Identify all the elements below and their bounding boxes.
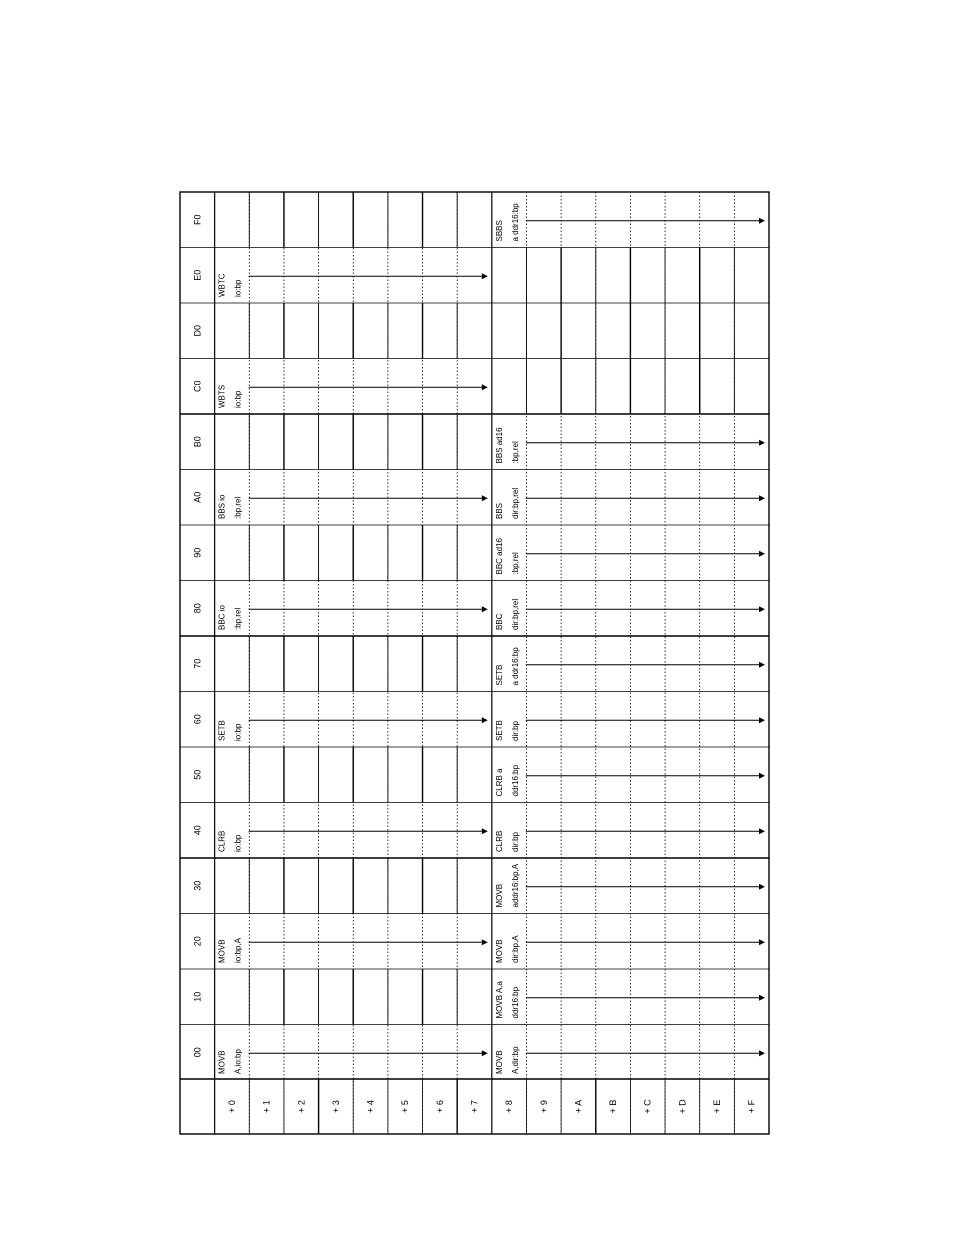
table-border — [180, 192, 769, 1134]
arrowhead-icon — [759, 773, 765, 779]
column-header-label: + B — [608, 1099, 619, 1114]
mnemonic-text: WBTS — [217, 384, 227, 408]
mnemonic-text: CLRB — [494, 830, 504, 852]
instruction-entry — [495, 203, 765, 242]
operand-text: addr16:bp,A — [510, 863, 520, 908]
arrowhead-icon — [482, 384, 488, 390]
column-header-label: + 4 — [365, 1100, 376, 1113]
mnemonic-text: SBBS — [494, 220, 504, 242]
mnemonic-text: CLRB — [217, 830, 227, 852]
operand-text: dir:bp,rel — [510, 487, 520, 519]
mnemonic-text: BBS — [494, 502, 504, 519]
operand-text: dir:bp,A — [510, 935, 520, 963]
operand-text: :bp,rel — [233, 607, 243, 630]
instruction-entry — [218, 717, 488, 741]
arrowhead-icon — [759, 551, 765, 557]
instruction-entry — [495, 981, 765, 1019]
mnemonic-text: MOVB — [217, 939, 227, 963]
instruction-entry — [495, 1046, 765, 1074]
column-header-label: + 2 — [296, 1100, 307, 1113]
mnemonic-text: MOVB A,a — [494, 981, 504, 1019]
row-header-label: 10 — [192, 991, 203, 1002]
instruction-entry — [495, 717, 765, 741]
operand-text: io:bp — [233, 279, 243, 297]
mnemonic-text: BBC ad16 — [494, 538, 504, 575]
instruction-entry — [218, 605, 488, 630]
mnemonic-text: MOVB — [217, 1050, 227, 1074]
mnemonic-text: MOVB — [494, 883, 504, 908]
mnemonic-text: MOVB — [494, 939, 504, 963]
row-header-label: 40 — [192, 825, 203, 836]
arrowhead-icon — [759, 939, 765, 945]
operand-text: dir:bp,rel — [510, 598, 520, 630]
instruction-entry — [495, 935, 765, 963]
column-header-label: + E — [712, 1099, 723, 1114]
column-header-label: + D — [677, 1099, 688, 1114]
instruction-entry — [218, 937, 488, 963]
instruction-entry — [495, 863, 765, 907]
arrowhead-icon — [759, 662, 765, 668]
arrowhead-icon — [759, 218, 765, 224]
column-header-label: + 3 — [330, 1100, 341, 1113]
operand-text: :bp,rel — [233, 496, 243, 519]
instruction-entry — [218, 1049, 488, 1074]
arrowhead-icon — [759, 884, 765, 890]
row-header-label: 00 — [192, 1047, 203, 1058]
column-header-label: + A — [573, 1099, 584, 1114]
row-header-label: 80 — [192, 603, 203, 614]
operand-text: dir:bp — [510, 720, 520, 741]
arrowhead-icon — [482, 495, 488, 501]
mnemonic-text: CLRB a — [494, 768, 504, 797]
instruction-entry — [495, 599, 765, 630]
row-header-label: C0 — [192, 380, 203, 393]
mnemonic-text: SETB — [217, 720, 227, 741]
mnemonic-text: MOVB — [494, 1050, 504, 1074]
arrowhead-icon — [759, 1050, 765, 1056]
column-header-label: + F — [746, 1099, 757, 1114]
mnemonic-text: SETB — [494, 720, 504, 741]
instruction-entry — [218, 273, 488, 297]
instruction-entry — [495, 647, 765, 686]
operand-text: ddr16:bp — [510, 764, 520, 797]
arrowhead-icon — [759, 606, 765, 612]
row-header-label: F0 — [192, 214, 203, 226]
row-header-label: 70 — [192, 658, 203, 669]
column-header-label: + C — [642, 1099, 653, 1114]
instruction-entry — [495, 488, 765, 519]
row-header-label: 60 — [192, 714, 203, 725]
column-header-label: + 1 — [261, 1100, 272, 1113]
instruction-entry — [218, 384, 488, 408]
row-header-label: D0 — [192, 324, 203, 337]
operand-text: dir:bp — [510, 831, 520, 852]
instruction-entry — [495, 828, 765, 852]
column-header-label: + 9 — [538, 1100, 549, 1113]
arrowhead-icon — [759, 995, 765, 1001]
operand-text: A,dir:bp — [510, 1046, 520, 1074]
operand-text: :bp,rel — [510, 441, 520, 464]
arrowhead-icon — [482, 939, 488, 945]
arrowhead-icon — [482, 828, 488, 834]
row-header-label: E0 — [192, 269, 203, 281]
mnemonic-text: SETB — [494, 664, 504, 686]
arrowhead-icon — [482, 273, 488, 279]
arrowhead-icon — [759, 717, 765, 723]
instruction-entry — [495, 537, 765, 574]
instruction-entry — [218, 828, 488, 852]
column-header-label: + 6 — [434, 1100, 445, 1113]
arrowhead-icon — [759, 495, 765, 501]
operand-text: io:bp — [233, 390, 243, 408]
instruction-entry — [218, 494, 488, 519]
mnemonic-text: WBTC — [217, 273, 227, 297]
row-header-label: A0 — [192, 491, 203, 503]
row-header-label: B0 — [192, 436, 203, 448]
arrowhead-icon — [759, 440, 765, 446]
column-header-label: + 0 — [226, 1100, 237, 1113]
mnemonic-text: BBS io — [217, 494, 227, 519]
operand-text: a ddr16:bp — [510, 647, 520, 686]
arrowhead-icon — [482, 717, 488, 723]
row-header-label: 50 — [192, 769, 203, 780]
mnemonic-text: BBC io — [217, 605, 227, 630]
operand-text: a ddr16:bp — [510, 203, 520, 242]
row-header-label: 90 — [192, 547, 203, 558]
operand-text: io:bp — [233, 834, 243, 852]
arrowhead-icon — [759, 828, 765, 834]
operand-text: ddr16:bp — [510, 986, 520, 1019]
arrowhead-icon — [482, 1050, 488, 1056]
instruction-entry — [495, 764, 765, 796]
operand-text: io:bp — [233, 723, 243, 741]
row-header-label: 20 — [192, 936, 203, 947]
instruction-entry — [495, 427, 765, 464]
operand-text: io:bp,A — [233, 938, 243, 963]
column-header-label: + 8 — [504, 1100, 515, 1113]
arrowhead-icon — [482, 606, 488, 612]
mnemonic-text: BBS ad16 — [494, 427, 504, 464]
operand-text: :bp,rel — [510, 552, 520, 575]
column-header-label: + 7 — [469, 1100, 480, 1113]
mnemonic-text: BBC — [494, 613, 504, 630]
table-grid — [180, 192, 769, 1134]
operand-text: A,io:bp — [233, 1049, 243, 1074]
row-header-label: 30 — [192, 880, 203, 891]
column-header-label: + 5 — [400, 1100, 411, 1113]
